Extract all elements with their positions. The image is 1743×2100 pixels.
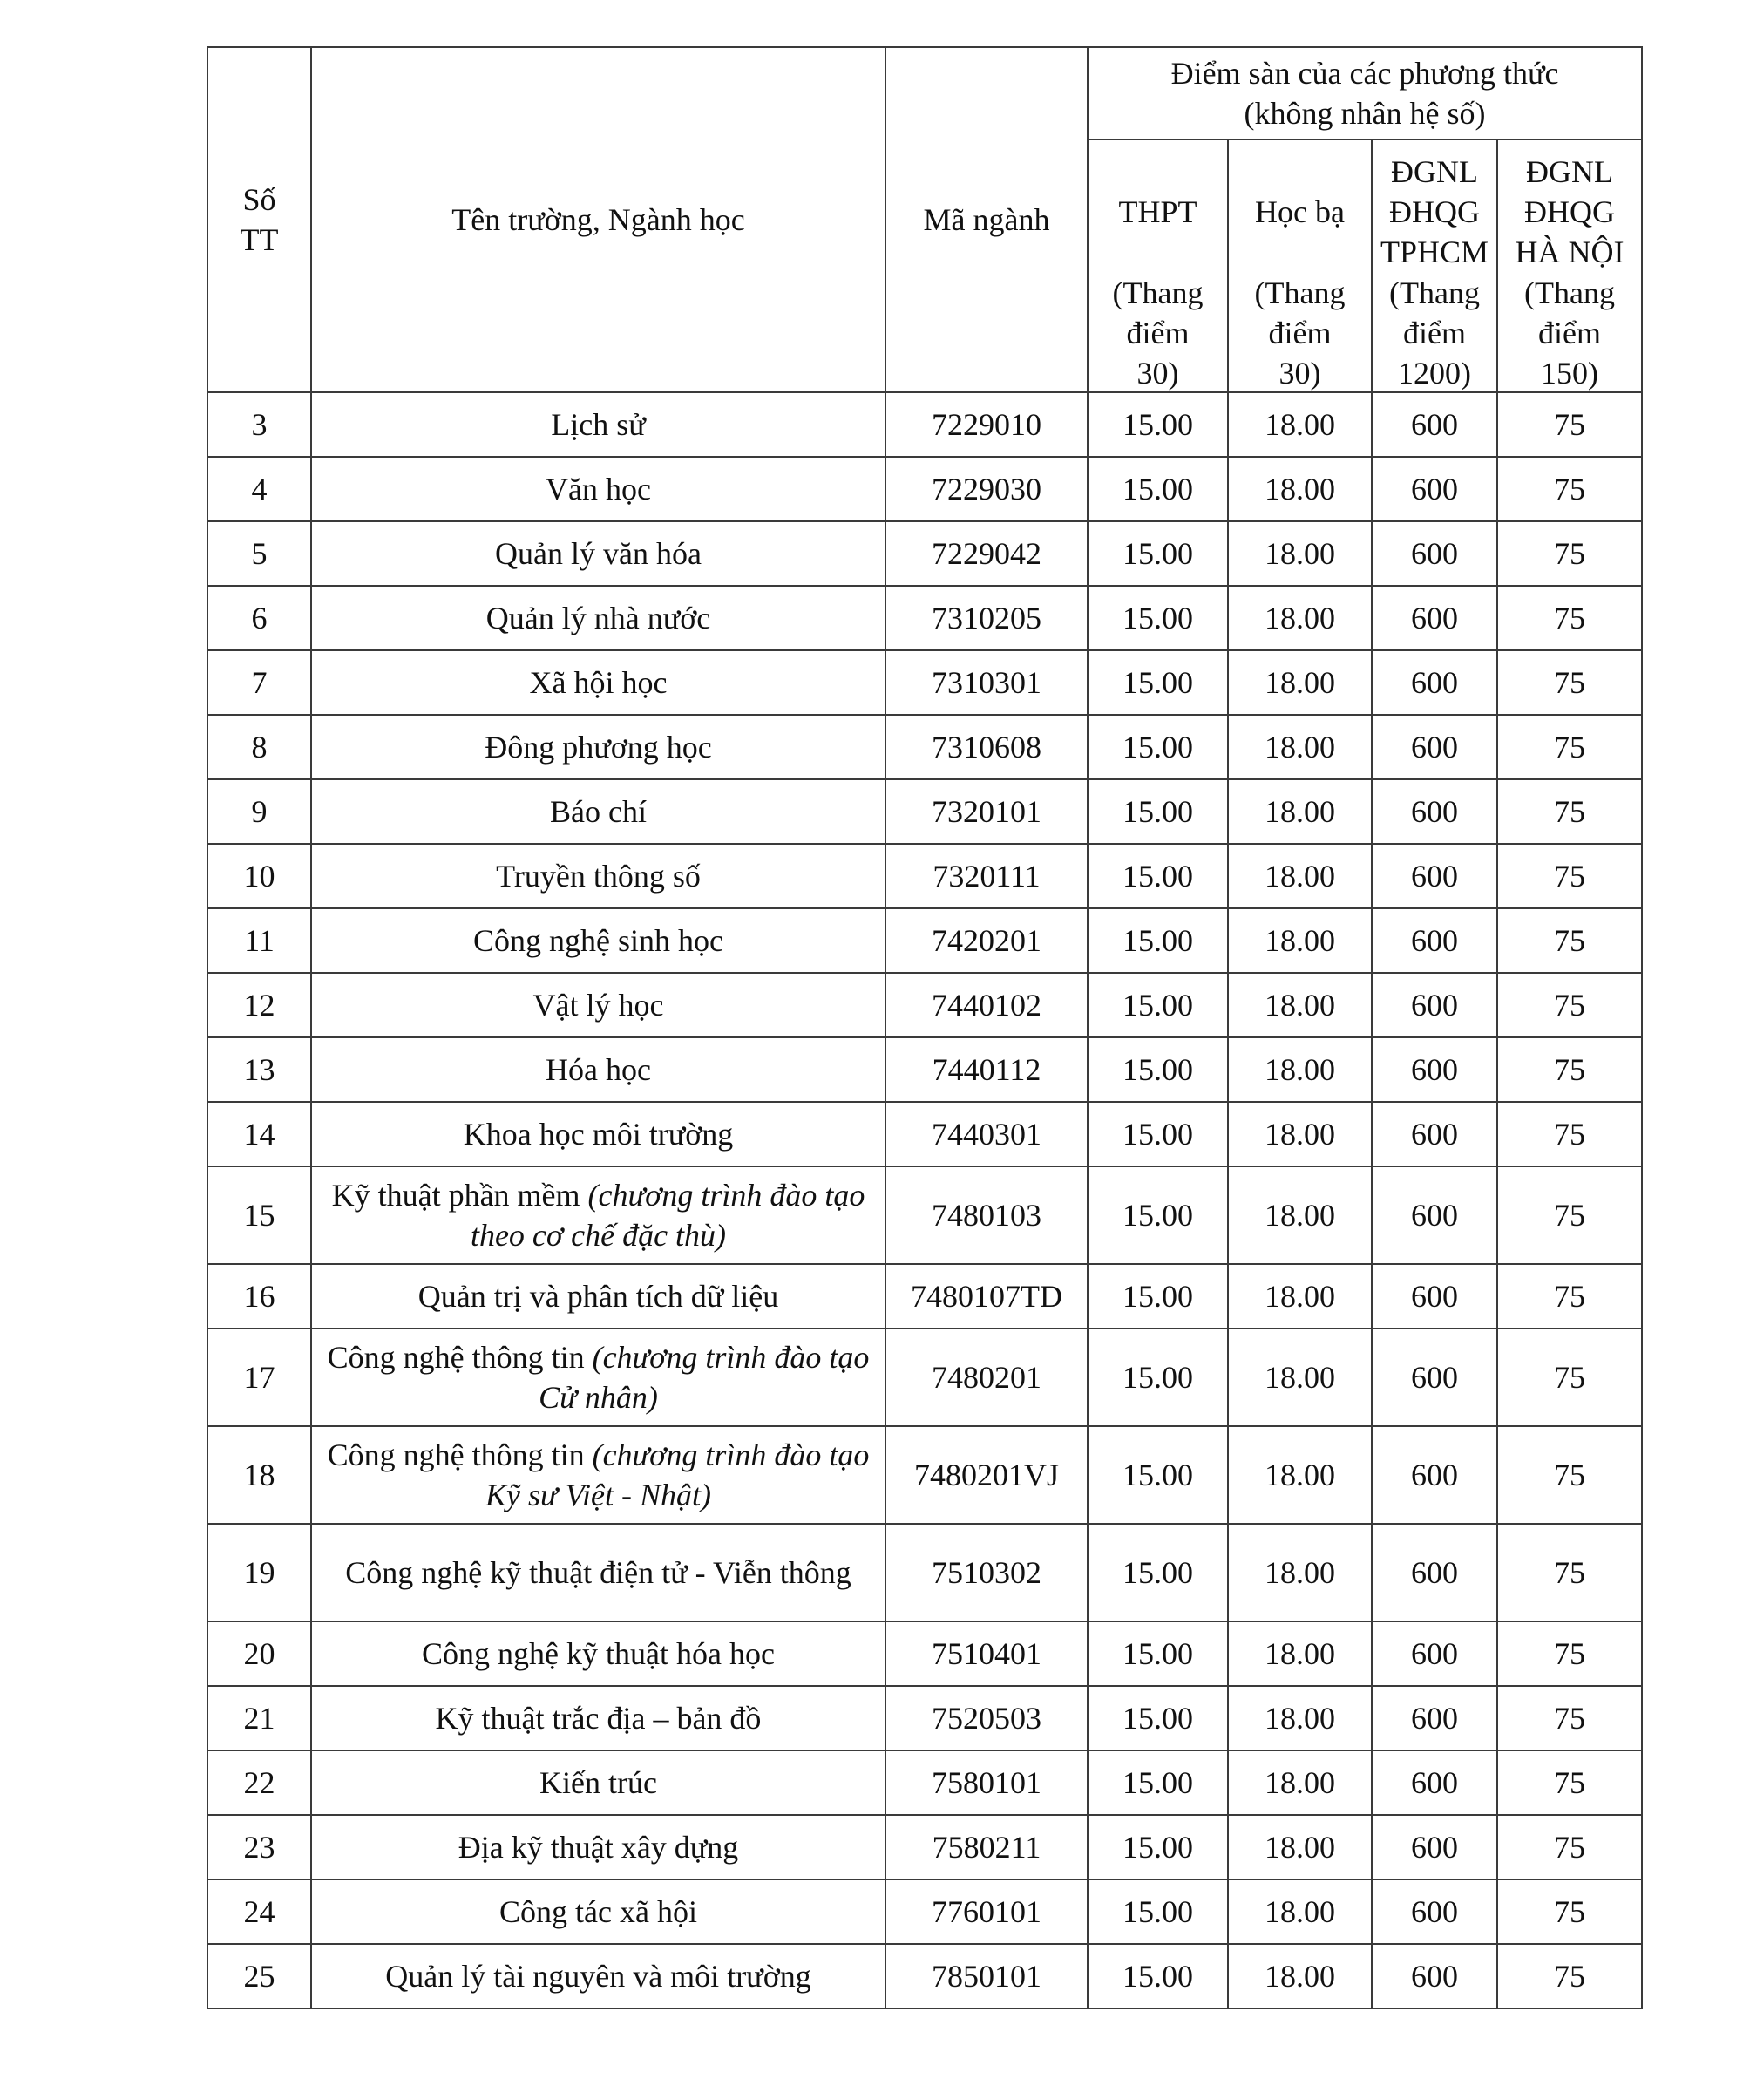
table-body: [207, 392, 1642, 2008]
score-dgnl-hn-cell: 75: [1497, 1102, 1642, 1166]
score-hocba-cell: 18.00: [1228, 650, 1372, 715]
major-name-cell: [311, 1750, 885, 1815]
score-hocba-cell: 18.00: [1228, 1102, 1372, 1166]
stt-cell: 8: [207, 715, 311, 779]
header-stt-line-2: TT: [240, 222, 279, 257]
score-thpt-cell: 15.00: [1088, 1621, 1228, 1686]
score-dgnl-hn-cell: 75: [1497, 392, 1642, 457]
score-dgnl-hcm-cell: 600: [1372, 1750, 1497, 1815]
method-scale-line: (Thang: [1254, 275, 1346, 310]
major-name: Vật lý học: [532, 987, 664, 1023]
score-dgnl-hn-cell: 75: [1497, 779, 1642, 844]
score-dgnl-hn-cell: 75: [1497, 1264, 1642, 1329]
major-name: Kỹ thuật phần mềm: [331, 1177, 580, 1213]
major-name: Lịch sử: [551, 406, 646, 442]
header-method-hocba: [1228, 139, 1372, 392]
major-name-cell: [311, 1102, 885, 1166]
score-dgnl-hn-cell: 75: [1497, 1750, 1642, 1815]
method-scale-line: điểm: [1403, 316, 1466, 351]
major-code-cell: 7480201: [885, 1329, 1088, 1426]
score-dgnl-hcm-cell: 600: [1372, 1686, 1497, 1750]
score-thpt-cell: 15.00: [1088, 1879, 1228, 1944]
table-row: [207, 1426, 1642, 1524]
major-name: Khoa học môi trường: [463, 1116, 734, 1152]
stt-cell: 6: [207, 586, 311, 650]
major-code-cell: 7310608: [885, 715, 1088, 779]
major-name-cell: [311, 1166, 885, 1264]
method-title: HÀ NỘI: [1515, 234, 1624, 270]
score-dgnl-hn-cell: 75: [1497, 1166, 1642, 1264]
score-dgnl-hcm-cell: 600: [1372, 715, 1497, 779]
method-scale-line: điểm: [1538, 316, 1601, 351]
major-name-cell: [311, 1879, 885, 1944]
stt-cell: 22: [207, 1750, 311, 1815]
score-hocba-cell: 18.00: [1228, 1264, 1372, 1329]
score-dgnl-hn-cell: 75: [1497, 1621, 1642, 1686]
method-scale-line: 1200): [1398, 356, 1471, 391]
score-dgnl-hn-cell: 75: [1497, 457, 1642, 521]
score-dgnl-hcm-cell: 600: [1372, 1102, 1497, 1166]
score-thpt-cell: 15.00: [1088, 1264, 1228, 1329]
score-hocba-cell: 18.00: [1228, 715, 1372, 779]
score-dgnl-hn-cell: 75: [1497, 1879, 1642, 1944]
method-title: ĐGNL: [1391, 153, 1478, 189]
stt-cell: 4: [207, 457, 311, 521]
table-row: [207, 521, 1642, 586]
score-dgnl-hn-cell: 75: [1497, 973, 1642, 1037]
major-name-cell: [311, 973, 885, 1037]
method-title: ĐHQG: [1524, 194, 1616, 229]
major-note: (chương trình đào tạo Cử nhân): [539, 1339, 870, 1415]
score-dgnl-hcm-cell: 600: [1372, 1329, 1497, 1426]
method-title: Học bạ: [1255, 194, 1345, 229]
score-dgnl-hcm-cell: 600: [1372, 1944, 1497, 2008]
method-scale-line: 30): [1278, 356, 1321, 391]
major-code-cell: 7440102: [885, 973, 1088, 1037]
score-dgnl-hn-cell: 75: [1497, 1944, 1642, 2008]
major-name: Quản lý văn hóa: [495, 535, 702, 571]
score-hocba-cell: 18.00: [1228, 1166, 1372, 1264]
method-scale-line: (Thang: [1112, 275, 1204, 310]
major-code-cell: 7760101: [885, 1879, 1088, 1944]
major-name-cell: [311, 715, 885, 779]
major-code-cell: 7480103: [885, 1166, 1088, 1264]
score-dgnl-hn-cell: 75: [1497, 1426, 1642, 1524]
score-dgnl-hcm-cell: 600: [1372, 844, 1497, 908]
method-title: ĐGNL: [1526, 153, 1613, 189]
stt-cell: 21: [207, 1686, 311, 1750]
header-name: Tên trường, Ngành học: [311, 47, 885, 392]
stt-cell: 24: [207, 1879, 311, 1944]
score-thpt-cell: 15.00: [1088, 1944, 1228, 2008]
header-stt: [207, 47, 311, 392]
score-thpt-cell: 15.00: [1088, 1426, 1228, 1524]
score-dgnl-hn-cell: 75: [1497, 908, 1642, 973]
score-thpt-cell: 15.00: [1088, 844, 1228, 908]
method-scale-line: 150): [1541, 356, 1599, 391]
major-name-cell: [311, 392, 885, 457]
table-row: [207, 844, 1642, 908]
table-row: [207, 1264, 1642, 1329]
major-name-cell: [311, 521, 885, 586]
major-code-cell: 7510302: [885, 1524, 1088, 1621]
score-hocba-cell: 18.00: [1228, 521, 1372, 586]
major-code-cell: 7310205: [885, 586, 1088, 650]
score-thpt-cell: 15.00: [1088, 1166, 1228, 1264]
method-scale-line: điểm: [1268, 316, 1332, 351]
stt-cell: 11: [207, 908, 311, 973]
score-dgnl-hcm-cell: 600: [1372, 973, 1497, 1037]
score-thpt-cell: 15.00: [1088, 1750, 1228, 1815]
major-name-cell: [311, 586, 885, 650]
major-name-cell: [311, 650, 885, 715]
major-name: Công nghệ thông tin: [327, 1339, 585, 1375]
score-dgnl-hcm-cell: 600: [1372, 1037, 1497, 1102]
major-name-cell: [311, 1815, 885, 1879]
score-dgnl-hcm-cell: 600: [1372, 457, 1497, 521]
score-dgnl-hn-cell: 75: [1497, 1686, 1642, 1750]
table-header: [207, 47, 1642, 392]
method-title: THPT: [1118, 194, 1197, 229]
score-dgnl-hcm-cell: 600: [1372, 586, 1497, 650]
score-thpt-cell: 15.00: [1088, 1102, 1228, 1166]
major-code-cell: 7850101: [885, 1944, 1088, 2008]
score-hocba-cell: 18.00: [1228, 392, 1372, 457]
major-code-cell: 7440112: [885, 1037, 1088, 1102]
score-hocba-cell: 18.00: [1228, 1426, 1372, 1524]
header-method-thpt: [1088, 139, 1228, 392]
header-method-dgnl-hcm: [1372, 139, 1497, 392]
table-row: [207, 1166, 1642, 1264]
score-hocba-cell: 18.00: [1228, 1879, 1372, 1944]
major-name-cell: [311, 908, 885, 973]
major-code-cell: 7580101: [885, 1750, 1088, 1815]
stt-cell: 3: [207, 392, 311, 457]
score-hocba-cell: 18.00: [1228, 908, 1372, 973]
score-thpt-cell: 15.00: [1088, 1037, 1228, 1102]
score-dgnl-hcm-cell: 600: [1372, 521, 1497, 586]
major-code-cell: 7480201VJ: [885, 1426, 1088, 1524]
header-method-group: [1088, 47, 1642, 139]
stt-cell: 23: [207, 1815, 311, 1879]
table-row: [207, 1621, 1642, 1686]
header-method-dgnl-hn: [1497, 139, 1642, 392]
major-name: Công nghệ thông tin: [327, 1437, 585, 1472]
stt-cell: 14: [207, 1102, 311, 1166]
method-scale-line: (Thang: [1389, 275, 1480, 310]
score-dgnl-hcm-cell: 600: [1372, 1524, 1497, 1621]
major-name: Quản lý nhà nước: [485, 600, 711, 635]
score-dgnl-hn-cell: 75: [1497, 1524, 1642, 1621]
major-name-cell: [311, 844, 885, 908]
major-code-cell: 7229010: [885, 392, 1088, 457]
table-row: [207, 1750, 1642, 1815]
admission-score-table: [207, 46, 1643, 2009]
score-hocba-cell: 18.00: [1228, 1750, 1372, 1815]
table-row: [207, 908, 1642, 973]
table-row: [207, 715, 1642, 779]
score-hocba-cell: 18.00: [1228, 457, 1372, 521]
header-stt-line-1: Số: [242, 181, 276, 217]
table-row: [207, 586, 1642, 650]
table-row: [207, 1524, 1642, 1621]
method-scale-line: 30): [1136, 356, 1179, 391]
table-row: [207, 779, 1642, 844]
major-code-cell: 7480107TD: [885, 1264, 1088, 1329]
major-name-cell: [311, 457, 885, 521]
score-thpt-cell: 15.00: [1088, 457, 1228, 521]
stt-cell: 25: [207, 1944, 311, 2008]
major-name: Công nghệ kỹ thuật điện tử - Viễn thông: [345, 1554, 851, 1590]
score-dgnl-hcm-cell: 600: [1372, 1264, 1497, 1329]
major-code-cell: 7510401: [885, 1621, 1088, 1686]
score-hocba-cell: 18.00: [1228, 1621, 1372, 1686]
major-name: Công nghệ sinh học: [473, 922, 723, 958]
major-code-cell: 7580211: [885, 1815, 1088, 1879]
major-name: Văn học: [546, 471, 651, 506]
table-row: [207, 1815, 1642, 1879]
major-name: Công nghệ kỹ thuật hóa học: [422, 1635, 775, 1671]
major-name: Công tác xã hội: [499, 1893, 697, 1929]
score-thpt-cell: 15.00: [1088, 779, 1228, 844]
score-hocba-cell: 18.00: [1228, 1815, 1372, 1879]
stt-cell: 19: [207, 1524, 311, 1621]
score-dgnl-hn-cell: 75: [1497, 521, 1642, 586]
stt-cell: 10: [207, 844, 311, 908]
score-dgnl-hn-cell: 75: [1497, 844, 1642, 908]
major-name-cell: [311, 779, 885, 844]
score-thpt-cell: 15.00: [1088, 521, 1228, 586]
stt-cell: 12: [207, 973, 311, 1037]
score-dgnl-hcm-cell: 600: [1372, 650, 1497, 715]
score-hocba-cell: 18.00: [1228, 973, 1372, 1037]
stt-cell: 9: [207, 779, 311, 844]
score-hocba-cell: 18.00: [1228, 1944, 1372, 2008]
major-name: Kỹ thuật trắc địa – bản đồ: [435, 1700, 762, 1736]
stt-cell: 13: [207, 1037, 311, 1102]
score-dgnl-hcm-cell: 600: [1372, 1815, 1497, 1879]
score-thpt-cell: 15.00: [1088, 908, 1228, 973]
major-code-cell: 7440301: [885, 1102, 1088, 1166]
major-name-cell: [311, 1037, 885, 1102]
table-row: [207, 1329, 1642, 1426]
major-code-cell: 7320111: [885, 844, 1088, 908]
score-dgnl-hcm-cell: 600: [1372, 392, 1497, 457]
major-name: Đông phương học: [485, 729, 712, 765]
stt-cell: 18: [207, 1426, 311, 1524]
score-hocba-cell: 18.00: [1228, 1037, 1372, 1102]
score-thpt-cell: 15.00: [1088, 1329, 1228, 1426]
major-name-cell: [311, 1621, 885, 1686]
header-group-line-2: (không nhân hệ số): [1244, 96, 1486, 131]
score-dgnl-hn-cell: 75: [1497, 1329, 1642, 1426]
table-row: [207, 1879, 1642, 1944]
major-name: Địa kỹ thuật xây dựng: [458, 1829, 739, 1865]
score-thpt-cell: 15.00: [1088, 715, 1228, 779]
score-thpt-cell: 15.00: [1088, 1686, 1228, 1750]
table-row: [207, 1944, 1642, 2008]
major-code-cell: 7420201: [885, 908, 1088, 973]
stt-cell: 17: [207, 1329, 311, 1426]
header-group-line-1: Điểm sàn của các phương thức: [1170, 55, 1559, 91]
score-dgnl-hcm-cell: 600: [1372, 779, 1497, 844]
score-dgnl-hn-cell: 75: [1497, 586, 1642, 650]
score-dgnl-hcm-cell: 600: [1372, 1166, 1497, 1264]
major-code-cell: 7320101: [885, 779, 1088, 844]
major-name: Quản trị và phân tích dữ liệu: [417, 1278, 779, 1314]
major-name: Báo chí: [550, 793, 647, 829]
score-hocba-cell: 18.00: [1228, 586, 1372, 650]
score-dgnl-hcm-cell: 600: [1372, 1879, 1497, 1944]
score-thpt-cell: 15.00: [1088, 1524, 1228, 1621]
major-note: (chương trình đào tạo theo cơ chế đặc thù): [470, 1177, 865, 1253]
major-name: Quản lý tài nguyên và môi trường: [385, 1958, 811, 1994]
table-row: [207, 392, 1642, 457]
score-thpt-cell: 15.00: [1088, 586, 1228, 650]
stt-cell: 7: [207, 650, 311, 715]
score-hocba-cell: 18.00: [1228, 779, 1372, 844]
score-hocba-cell: 18.00: [1228, 1686, 1372, 1750]
score-dgnl-hn-cell: 75: [1497, 1815, 1642, 1879]
score-dgnl-hcm-cell: 600: [1372, 908, 1497, 973]
score-dgnl-hn-cell: 75: [1497, 715, 1642, 779]
method-scale-line: điểm: [1126, 316, 1190, 351]
table-row: [207, 1102, 1642, 1166]
score-thpt-cell: 15.00: [1088, 650, 1228, 715]
major-name-cell: [311, 1944, 885, 2008]
stt-cell: 20: [207, 1621, 311, 1686]
major-code-cell: 7310301: [885, 650, 1088, 715]
method-title: TPHCM: [1380, 234, 1489, 270]
score-thpt-cell: 15.00: [1088, 1815, 1228, 1879]
major-name-cell: [311, 1426, 885, 1524]
header-code: Mã ngành: [885, 47, 1088, 392]
score-hocba-cell: 18.00: [1228, 1329, 1372, 1426]
major-name: Truyền thông số: [496, 858, 701, 894]
score-dgnl-hcm-cell: 600: [1372, 1426, 1497, 1524]
method-title: ĐHQG: [1389, 194, 1480, 229]
major-note: (chương trình đào tạo Kỹ sư Việt - Nhật): [485, 1437, 870, 1512]
score-dgnl-hn-cell: 75: [1497, 650, 1642, 715]
table-row: [207, 973, 1642, 1037]
major-name: Kiến trúc: [539, 1764, 657, 1800]
score-dgnl-hcm-cell: 600: [1372, 1621, 1497, 1686]
major-name: Hóa học: [546, 1051, 651, 1087]
major-name-cell: [311, 1686, 885, 1750]
method-scale-line: (Thang: [1524, 275, 1615, 310]
score-thpt-cell: 15.00: [1088, 392, 1228, 457]
major-name-cell: [311, 1264, 885, 1329]
stt-cell: 15: [207, 1166, 311, 1264]
score-dgnl-hn-cell: 75: [1497, 1037, 1642, 1102]
stt-cell: 16: [207, 1264, 311, 1329]
major-code-cell: 7229042: [885, 521, 1088, 586]
stt-cell: 5: [207, 521, 311, 586]
table-row: [207, 1037, 1642, 1102]
score-hocba-cell: 18.00: [1228, 844, 1372, 908]
major-name-cell: [311, 1524, 885, 1621]
table-row: [207, 650, 1642, 715]
major-name: Xã hội học: [529, 664, 668, 700]
major-name-cell: [311, 1329, 885, 1426]
score-thpt-cell: 15.00: [1088, 973, 1228, 1037]
table-row: [207, 457, 1642, 521]
table-row: [207, 1686, 1642, 1750]
major-code-cell: 7520503: [885, 1686, 1088, 1750]
major-code-cell: 7229030: [885, 457, 1088, 521]
score-hocba-cell: 18.00: [1228, 1524, 1372, 1621]
